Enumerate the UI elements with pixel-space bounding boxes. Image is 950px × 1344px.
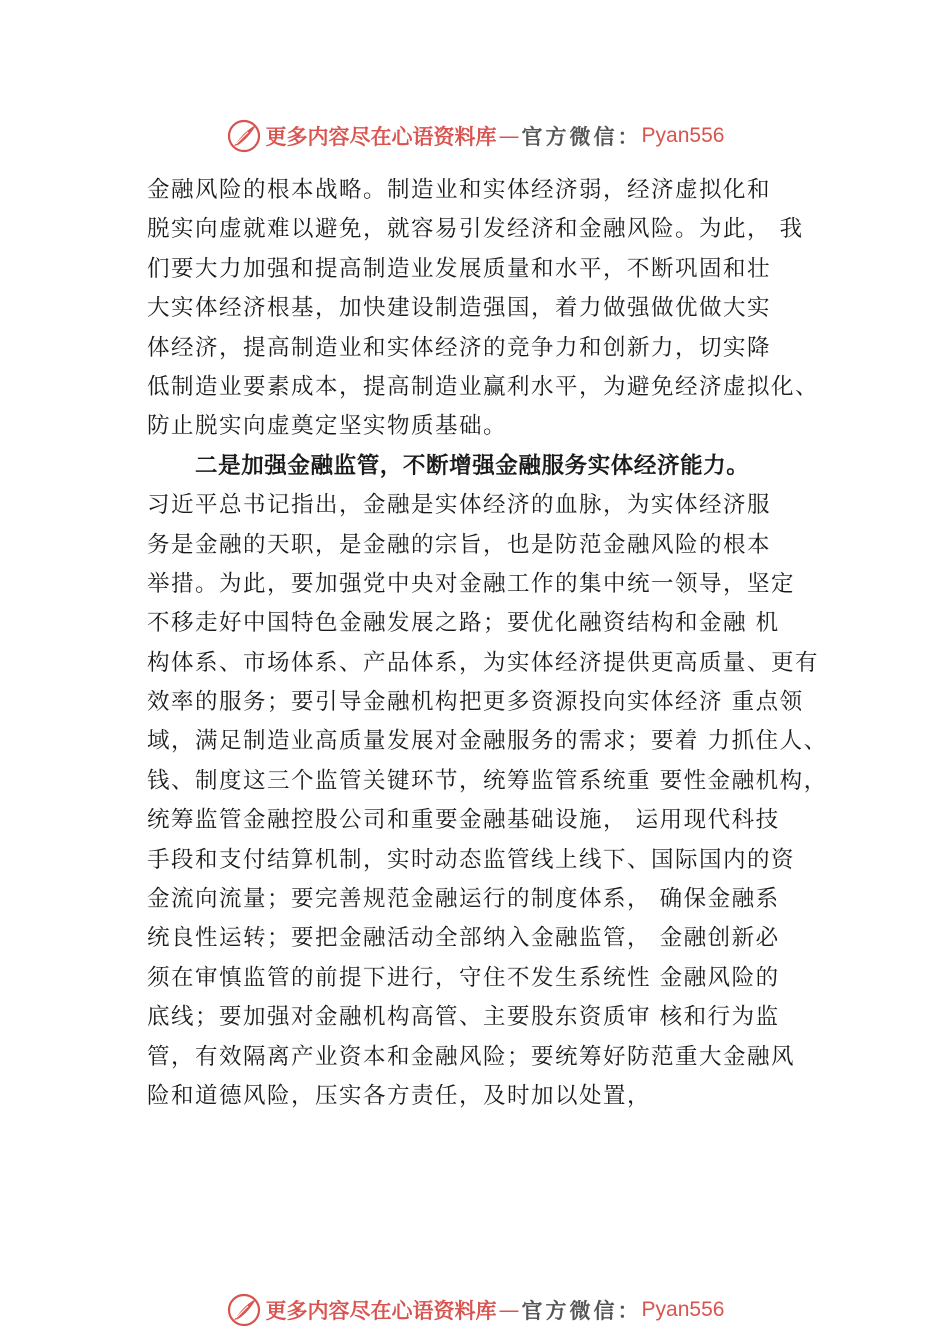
paragraph-line: 体经济，提高制造业和实体经济的竞争力和创新力，切实降	[147, 334, 772, 361]
paragraph-line: 低制造业要素成本，提高制造业赢利水平，为避免经济虚拟化、	[147, 373, 820, 400]
quill-circle-logo-icon	[226, 1292, 262, 1328]
paragraph-line: 举措。为此，要加强党中央对金融工作的集中统一领导，坚定	[147, 570, 796, 597]
watermark-label: 官方微信：	[521, 1298, 642, 1323]
paragraph-line: 险和道德风险，压实各方责任，及时加以处置，	[147, 1082, 652, 1109]
paragraph-line: 手段和支付结算机制，实时动态监管线上线下、国际国内的资	[147, 846, 796, 873]
paragraph-line: 大实体经济根基，加快建设制造强国，着力做强做优做大实	[147, 295, 772, 322]
section-heading-line: 二是加强金融监管，不断增强金融服务实体经济能力。	[195, 452, 750, 479]
paragraph-line: 防止脱实向虚奠定坚实物质基础。	[147, 413, 508, 440]
paragraph-line: 域，满足制造业高质量发展对金融服务的需求；要着 力抓住人、	[147, 728, 828, 755]
paragraph-line: 金流向流量；要完善规范金融运行的制度体系， 确保金融系	[147, 886, 780, 913]
paragraph-line: 钱、制度这三个监管关键环节，统筹监管系统重 要性金融机构，	[147, 767, 828, 794]
paragraph-line: 习近平总书记指出，金融是实体经济的血脉，为实体经济服	[147, 492, 772, 519]
paragraph-line: 管，有效隔离产业资本和金融风险；要统筹好防范重大金融风	[147, 1043, 796, 1070]
watermark-dash: —	[498, 124, 520, 148]
document-body	[147, 171, 867, 1116]
paragraph-line: 统良性运转；要把金融活动全部纳入金融监管， 金融创新必	[147, 925, 780, 952]
watermark-id: Pyan556	[641, 124, 725, 147]
paragraph-line: 底线；要加强对金融机构高管、主要股东资质审 核和行为监	[147, 1004, 780, 1031]
paragraph-line: 务是金融的天职，是金融的宗旨，也是防范金融风险的根本	[147, 531, 772, 558]
watermark-id: Pyan556	[641, 1298, 725, 1321]
paragraph-line: 不移走好中国特色金融发展之路；要优化融资结构和金融 机	[147, 610, 780, 637]
watermark-text: 更多内容尽在心语资料库	[265, 1298, 497, 1323]
watermark-dash: —	[498, 1298, 520, 1322]
paragraph-line: 须在审慎监管的前提下进行，守住不发生系统性 金融风险的	[147, 964, 780, 991]
paragraph-line: 们要大力加强和提高制造业发展质量和水平，不断巩固和壮	[147, 255, 772, 282]
footer-watermark	[0, 1290, 950, 1330]
paragraph-line: 金融风险的根本战略。制造业和实体经济弱，经济虚拟化和	[147, 177, 772, 203]
header-watermark	[0, 116, 950, 156]
paragraph-line: 效率的服务；要引导金融机构把更多资源投向实体经济 重点领	[147, 689, 804, 716]
paragraph-line: 统筹监管金融控股公司和重要金融基础设施， 运用现代科技	[147, 807, 780, 834]
watermark-label: 官方微信：	[521, 124, 642, 149]
paragraph-line: 脱实向虚就难以避免，就容易引发经济和金融风险。为此， 我	[147, 216, 804, 243]
quill-circle-logo-icon	[226, 118, 262, 154]
watermark-text: 更多内容尽在心语资料库	[265, 124, 497, 149]
paragraph-line: 构体系、市场体系、产品体系，为实体经济提供更高质量、更有	[147, 649, 820, 676]
